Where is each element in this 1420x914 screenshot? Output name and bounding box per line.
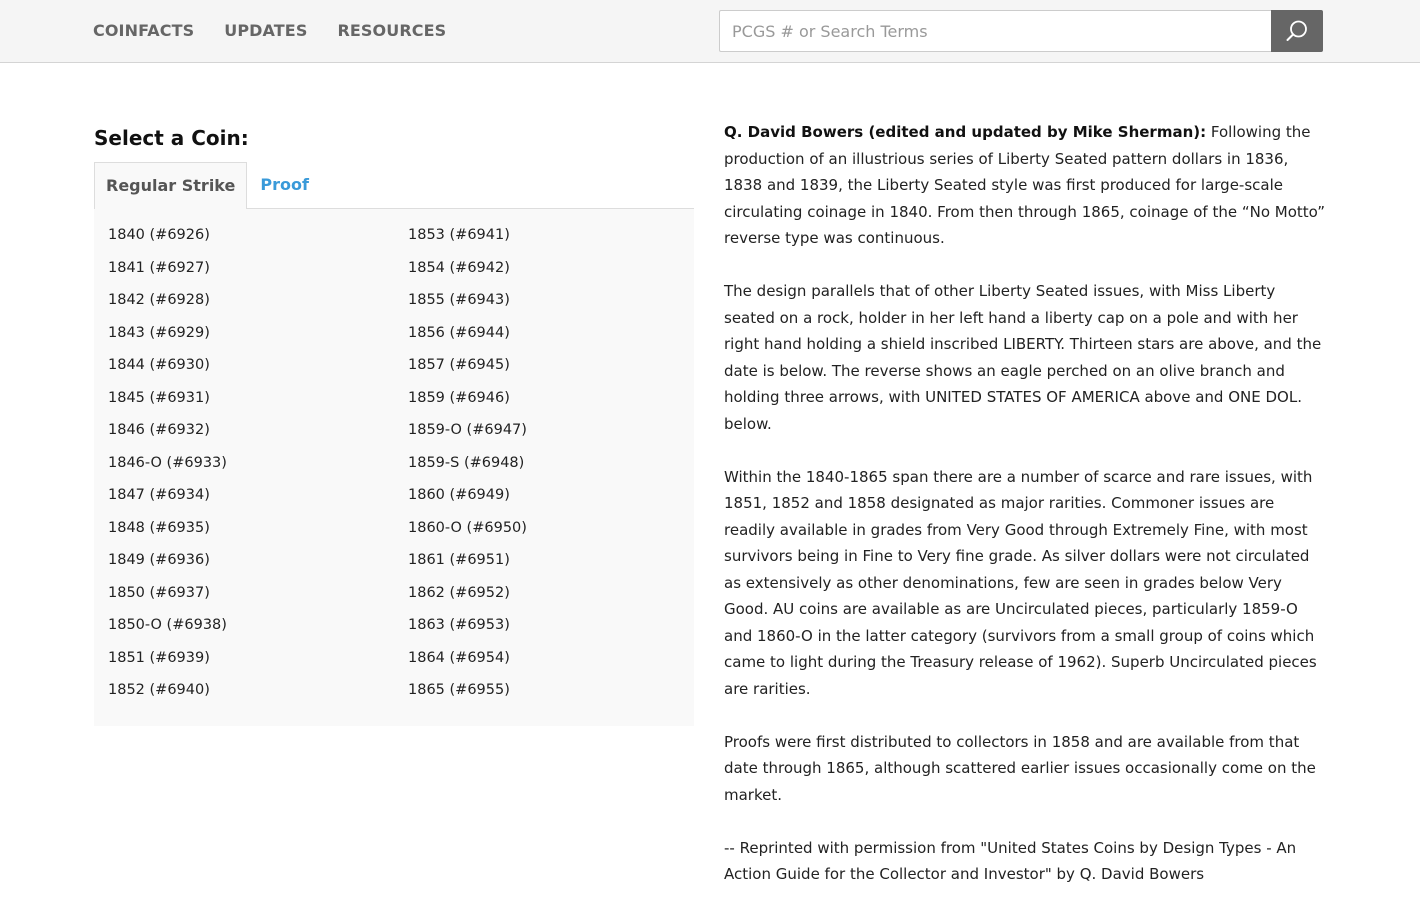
tab-proof[interactable]: Proof	[260, 175, 309, 194]
coin-link[interactable]: 1851 (#6939)	[108, 649, 210, 666]
coin-link[interactable]: 1860 (#6949)	[408, 487, 510, 503]
coin-link[interactable]: 1850-O (#6938)	[108, 617, 227, 633]
coin-link[interactable]: 1859-O (#6947)	[408, 422, 527, 438]
search-input[interactable]	[719, 10, 1271, 52]
coin-link[interactable]: 1844 (#6930)	[108, 357, 210, 373]
search-bar	[719, 10, 1323, 52]
nav-coinfacts[interactable]: COINFACTS	[93, 21, 195, 40]
coin-link[interactable]: 1859 (#6946)	[408, 389, 510, 406]
coin-list-column-2	[408, 225, 698, 713]
main-nav	[93, 21, 476, 40]
coin-link[interactable]: 1843 (#6929)	[108, 324, 210, 341]
coin-link[interactable]: 1856 (#6944)	[408, 324, 510, 341]
coin-link[interactable]: 1849 (#6936)	[108, 552, 210, 568]
coin-link[interactable]: 1840 (#6926)	[108, 227, 210, 243]
article-paragraph-2: The design parallels that of other Liberty Seated issues, with Miss Liberty seated on a rock, holder in her left hand a liberty cap on a pole and with her right hand holding a shield inscribed LIBERTY. Thirteen stars are above, and the date is below. The reverse shows an eagle perched on an olive branch and holding three arrows, with UNITED STATES OF AMERICA above and ONE DOL. below.	[724, 282, 1322, 433]
coin-link[interactable]: 1853 (#6941)	[408, 227, 510, 243]
coin-link[interactable]: 1852 (#6940)	[108, 682, 210, 698]
article-paragraph-3: Within the 1840-1865 span there are a number of scarce and rare issues, with 1851, 1852 and 1858 designated as major rarities. Commoner issues are readily available in grades from Very Good through Extremely Fine, with most survivors being in Fine to Very fine grade. As silver dollars were not circulated as extensively as other denominations, few are seen in grades below Very Good. AU coins are available as are Uncirculated pieces, particularly 1859-O and 1860-O in the latter category (survivors from a small group of coins which came to light during the Treasury release of 1962). Superb Uncirculated pieces are rarities.	[724, 467, 1317, 698]
search-icon	[1285, 19, 1309, 43]
coin-link[interactable]: 1864 (#6954)	[408, 649, 510, 666]
tab-regular-strike[interactable]: Regular Strike	[94, 162, 247, 210]
coin-selector	[94, 126, 694, 726]
nav-resources[interactable]: RESOURCES	[337, 21, 447, 40]
article-credit: -- Reprinted with permission from "United States Coins by Design Types - An Action Guide for the Collector and Investor" by Q. David Bowers	[724, 838, 1297, 883]
coin-link[interactable]: 1865 (#6955)	[408, 682, 510, 698]
article-text	[724, 119, 1326, 914]
article-paragraph-4: Proofs were first distributed to collectors in 1858 and are available from that date through 1865, although scattered earlier issues occasionally come on the market.	[724, 732, 1316, 804]
coin-link[interactable]: 1854 (#6942)	[408, 259, 510, 276]
coin-link[interactable]: 1842 (#6928)	[108, 292, 210, 308]
coin-link[interactable]: 1848 (#6935)	[108, 519, 210, 536]
coin-link[interactable]: 1861 (#6951)	[408, 552, 510, 568]
coin-link[interactable]: 1846 (#6932)	[108, 422, 210, 438]
coin-list-column-1	[108, 225, 398, 713]
coin-link[interactable]: 1855 (#6943)	[408, 292, 510, 308]
article-author: Q. David Bowers (edited and updated by Mike Sherman):	[724, 123, 1207, 141]
nav-updates[interactable]: UPDATES	[224, 21, 308, 40]
coin-link[interactable]: 1863 (#6953)	[408, 617, 510, 633]
search-button[interactable]	[1271, 10, 1323, 52]
coin-link[interactable]: 1857 (#6945)	[408, 357, 510, 373]
coin-link[interactable]: 1841 (#6927)	[108, 259, 210, 276]
coin-link[interactable]: 1850 (#6937)	[108, 584, 210, 601]
coin-link[interactable]: 1847 (#6934)	[108, 487, 210, 503]
top-navigation-bar	[0, 0, 1420, 63]
coin-list-panel	[94, 209, 694, 726]
coin-link[interactable]: 1845 (#6931)	[108, 389, 210, 406]
coin-link[interactable]: 1859-S (#6948)	[408, 454, 525, 471]
coin-link[interactable]: 1862 (#6952)	[408, 584, 510, 601]
article-paragraph	[724, 119, 1326, 252]
select-coin-heading: Select a Coin:	[94, 126, 249, 150]
strike-tabs	[94, 162, 694, 209]
coin-link[interactable]: 1846-O (#6933)	[108, 454, 227, 471]
article-paragraph-1: Following the production of an illustrious series of Liberty Seated pattern dollars in 1836, 1838 and 1839, the Liberty Seated style was first produced for large-scale circulating coinage in 1840. From then through 1865, coinage of the “No Motto” reverse type was continuous.	[724, 123, 1326, 247]
coin-link[interactable]: 1860-O (#6950)	[408, 519, 527, 536]
